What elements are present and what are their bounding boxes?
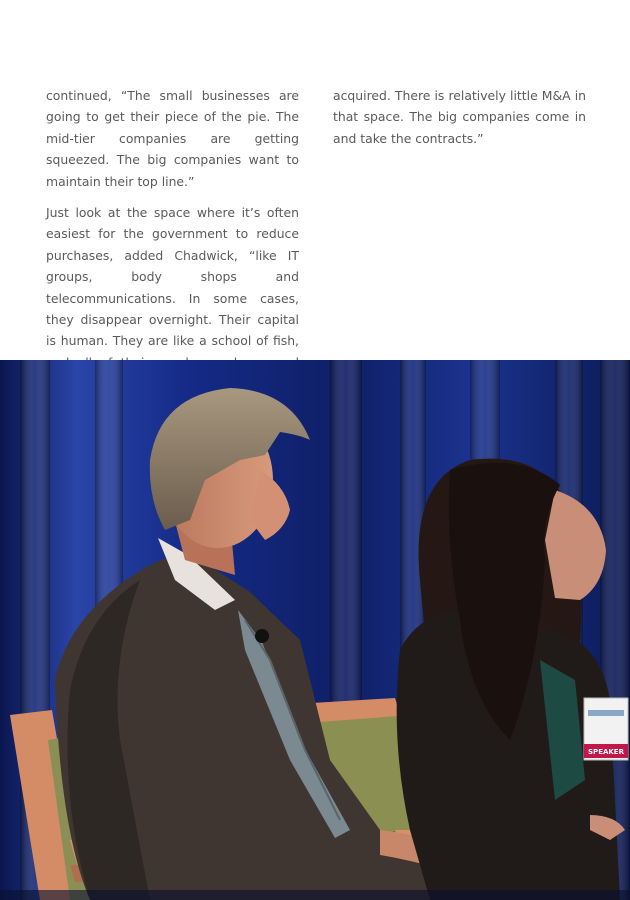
paragraph: Just look at the space where it’s often easiest for the government to reduce purchases, added Chadwick, “like IT groups, body shops and telecommunications. In some cases, they disappear overnight. Their capital is human. They are like a school of fish,	[46, 205, 299, 349]
paragraph: continued, “The small businesses are going to get their piece of the pie. The mid-tier companies are getting squeezed. The big companies want to maintain their top line.”	[46, 88, 299, 189]
paragraph: acquired. There is relatively little M&A in that space. The big companies come in and take the contracts.”	[333, 88, 586, 146]
right-column	[333, 85, 586, 159]
badge-label: SPEAKER	[588, 748, 624, 756]
panel-photo	[0, 360, 630, 900]
woman-figure	[397, 459, 628, 900]
photo-illustration	[0, 360, 630, 900]
article-text	[0, 0, 630, 360]
